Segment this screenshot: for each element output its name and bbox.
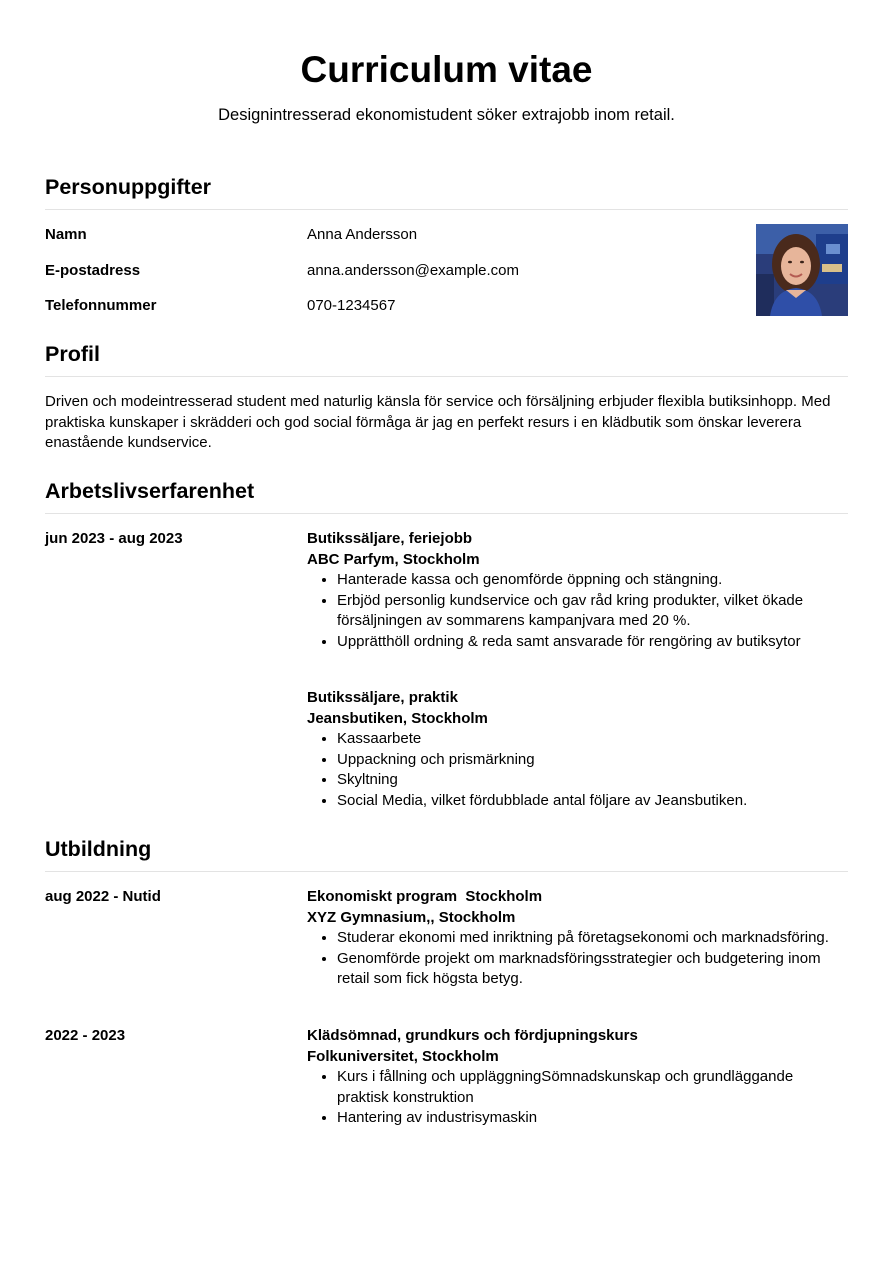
field-label-name: Namn [45, 226, 87, 243]
list-item: • Erbjöd personlig kundservice och gav råd kring produkter, vilket ökade försäljningen av sommarens kampanjvara med 20 %. [337, 591, 848, 632]
entry-date: aug 2022 - Nutid [45, 888, 161, 905]
list-item: • Hantering av industrisymaskin [337, 1108, 848, 1129]
list-item: • Skyltning [337, 770, 848, 791]
entry-date: jun 2023 - aug 2023 [45, 530, 183, 547]
section-heading-personal: Personuppgifter [45, 173, 848, 210]
list-item: • Uppackning och prismärkning [337, 750, 848, 771]
portrait-photo-icon [756, 224, 848, 316]
entry-role: Butikssäljare, feriejobb [307, 530, 473, 547]
field-value-name: Anna Andersson [307, 226, 418, 243]
page-subtitle: Designintresserad ekonomistudent söker extrajobb inom retail. [218, 106, 675, 124]
section-experience [45, 477, 848, 514]
entry-body [307, 529, 848, 653]
entry-bullet-list [307, 570, 848, 652]
profile-photo [756, 224, 848, 316]
list-item: • Upprätthöll ordning & reda samt ansvarade för rengöring av butiksytor [337, 632, 848, 653]
field-label-phone: Telefonnummer [45, 297, 157, 314]
list-item: • Studerar ekonomi med inriktning på företagsekonomi och marknadsföring. [337, 928, 848, 949]
list-item: • Kassaarbete [337, 729, 848, 750]
entry-organization: Folkuniversitet, Stockholm [307, 1047, 499, 1065]
entry-bullet-list [307, 729, 848, 811]
entry-body [307, 688, 848, 812]
entry-role: Ekonomiskt program Stockholm [307, 888, 543, 905]
profile-text: Driven och modeintresserad student med naturlig känsla för service och försäljning erbjuder flexibla butiksinhopp. Med praktiska kunskaper i skrädderi och god social förmåga är jag en perfekt resurs i en klädbutik som önskar leverera enastående kundservice. [45, 393, 831, 452]
section-heading-experience: Arbetslivserfarenhet [45, 477, 848, 514]
section-profile [45, 340, 848, 454]
field-value-phone: 070-1234567 [307, 297, 396, 314]
list-item: • Kurs i fållning och uppläggningSömnadskunskap och grundläggande praktisk konstruktion [337, 1067, 848, 1108]
section-personal [45, 173, 848, 210]
section-education [45, 835, 848, 872]
list-item: • Hanterade kassa och genomförde öppning och stängning. [337, 570, 848, 591]
entry-body [307, 887, 848, 990]
entry-role: Klädsömnad, grundkurs och fördjupningskurs [307, 1027, 638, 1044]
section-heading-profile: Profil [45, 340, 848, 377]
field-label-email: E-postadress [45, 262, 141, 279]
entry-organization: Jeansbutiken, Stockholm [307, 709, 488, 727]
list-item: • Genomförde projekt om marknadsföringsstrategier och budgetering inom retail som fick högsta betyg. [337, 949, 848, 990]
entry-date: 2022 - 2023 [45, 1027, 126, 1044]
entry-bullet-list [307, 928, 848, 990]
entry-role: Butikssäljare, praktik [307, 689, 458, 706]
section-heading-education: Utbildning [45, 835, 848, 872]
field-value-email: anna.andersson@example.com [307, 262, 520, 279]
page-title: Curriculum vitae [300, 49, 593, 90]
entry-organization: XYZ Gymnasium,, Stockholm [307, 908, 516, 926]
entry-bullet-list [307, 1067, 848, 1129]
list-item: • Social Media, vilket fördubblade antal följare av Jeansbutiken. [337, 791, 848, 812]
entry-body [307, 1026, 848, 1129]
entry-organization: ABC Parfym, Stockholm [307, 550, 480, 568]
